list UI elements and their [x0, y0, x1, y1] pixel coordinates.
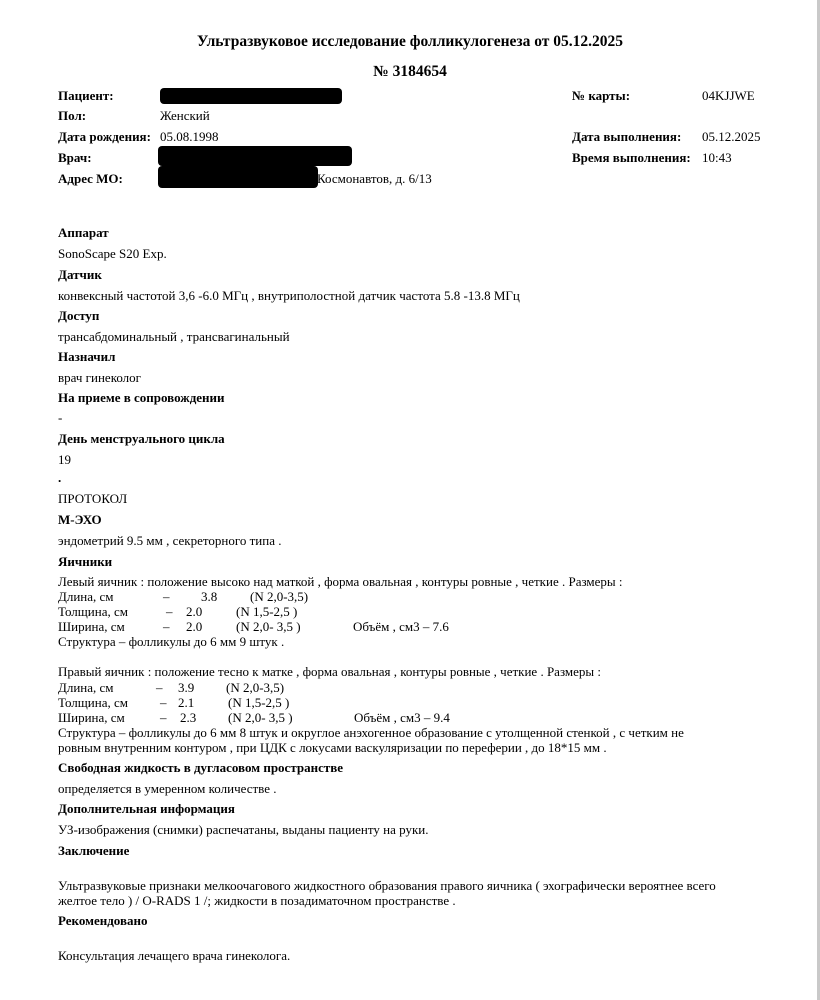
probe-text: конвексный частотой 3,6 -6.0 МГц , внутриполостной датчик частота 5.8 -13.8 МГц: [58, 288, 520, 303]
left-thickness-value: 2.0: [186, 604, 203, 619]
recommended-heading: Рекомендовано: [58, 913, 148, 928]
left-thickness-norm: (N 1,5-2,5 ): [236, 604, 298, 619]
address-label: Адрес МО:: [58, 171, 123, 186]
right-length-norm: (N 2,0-3,5): [226, 680, 285, 695]
report-title: Ультразвуковое исследование фолликулогенеза от 05.12.2025: [196, 33, 624, 50]
right-width-norm: (N 2,0- 3,5 ): [228, 710, 293, 725]
right-thickness-norm: (N 1,5-2,5 ): [228, 695, 290, 710]
left-length-norm: (N 2,0-3,5): [250, 589, 309, 604]
dob-label: Дата рождения:: [58, 129, 151, 144]
card-label: № карты:: [572, 88, 631, 103]
mecho-text: эндометрий 9.5 мм , секреторного типа .: [58, 533, 282, 548]
right-thickness-label: Толщина, см: [58, 695, 128, 710]
cycle-day-text: 19: [58, 452, 71, 467]
accompanied-text: -: [58, 410, 63, 425]
right-width-value: 2.3: [180, 710, 197, 725]
additional-info-heading: Дополнительная информация: [58, 801, 235, 816]
left-width-value: 2.0: [186, 619, 203, 634]
left-length-dash: –: [163, 589, 170, 604]
exec-date-value: 05.12.2025: [702, 129, 761, 144]
right-length-dash: –: [156, 680, 163, 695]
redacted-doctor-name: [158, 146, 352, 166]
sex-value: Женский: [160, 108, 210, 123]
right-length-label: Длина, см: [58, 680, 114, 695]
conclusion-line1: Ультразвуковые признаки мелкоочагового жидкостного образования правого яичника ( эхографически вероятнее всего: [58, 878, 716, 893]
right-structure-line1: Структура – фолликулы до 6 мм 8 штук и округлое анэхогенное образование с утолщенной стенкой , с четким не: [58, 725, 684, 740]
dob-value: 05.08.1998: [160, 129, 219, 144]
left-thickness-dash: –: [166, 604, 173, 619]
ovaries-heading: Яичники: [58, 554, 113, 569]
left-width-dash: –: [163, 619, 170, 634]
conclusion-heading: Заключение: [58, 843, 130, 858]
left-thickness-label: Толщина, см: [58, 604, 128, 619]
conclusion-line2: желтое тело ) / O-RADS 1 /; жидкости в позадиматочном пространстве .: [58, 893, 456, 908]
left-structure: Структура – фолликулы до 6 мм 9 штук .: [58, 634, 285, 649]
right-width-label: Ширина, см: [58, 710, 125, 725]
accompanied-heading: На приеме в сопровождении: [58, 390, 225, 405]
free-fluid-text: определяется в умеренном количестве .: [58, 781, 277, 796]
recommended-text: Консультация лечащего врача гинеколога.: [58, 948, 291, 963]
doctor-label: Врач:: [58, 150, 92, 165]
access-heading: Доступ: [58, 308, 100, 323]
mecho-heading: М-ЭХО: [58, 512, 102, 527]
sex-label: Пол:: [58, 108, 87, 123]
right-volume: Объём , см3 – 9.4: [354, 710, 450, 725]
left-length-value: 3.8: [201, 589, 218, 604]
left-width-norm: (N 2,0- 3,5 ): [236, 619, 301, 634]
exec-time-value: 10:43: [702, 150, 732, 165]
left-length-label: Длина, см: [58, 589, 114, 604]
ordered-text: врач гинеколог: [58, 370, 141, 385]
card-value: 04KJJWE: [702, 88, 755, 103]
cycle-day-dot: .: [58, 470, 62, 485]
probe-heading: Датчик: [58, 267, 102, 282]
left-ovary-intro: Левый яичник : положение высоко над маткой , форма овальная , контуры ровные , четкие . Размеры :: [58, 574, 623, 589]
right-length-value: 3.9: [178, 680, 195, 695]
device-text: SonoScape S20 Exp.: [58, 246, 167, 261]
exec-date-label: Дата выполнения:: [572, 129, 682, 144]
right-ovary-intro: Правый яичник : положение тесно к матке , форма овальная , контуры ровные , четкие . Размеры :: [58, 664, 601, 679]
device-heading: Аппарат: [58, 225, 109, 240]
cycle-day-heading: День менструального цикла: [58, 431, 225, 446]
access-text: трансабдоминальный , трансвагинальный: [58, 329, 290, 344]
report-number: № 3184654: [373, 63, 447, 80]
patient-label: Пациент:: [58, 88, 114, 103]
protocol-heading: ПРОТОКОЛ: [58, 491, 128, 506]
additional-info-text: УЗ-изображения (снимки) распечатаны, выданы пациенту на руки.: [58, 822, 429, 837]
right-width-dash: –: [160, 710, 167, 725]
exec-time-label: Время выполнения:: [572, 150, 691, 165]
ordered-heading: Назначил: [58, 349, 116, 364]
left-width-label: Ширина, см: [58, 619, 125, 634]
redacted-patient-name: [160, 88, 342, 104]
right-thickness-value: 2.1: [178, 695, 195, 710]
free-fluid-heading: Свободная жидкость в дугласовом пространстве: [58, 760, 344, 775]
address-value: Космонавтов, д. 6/13: [317, 171, 432, 186]
right-structure-line2: ровным внутренним контуром , при ЦДК с локусами васкуляризации по переферии , до 18*15 мм .: [58, 740, 607, 755]
redacted-address: [158, 166, 318, 188]
right-thickness-dash: –: [160, 695, 167, 710]
left-volume: Объём , см3 – 7.6: [353, 619, 449, 634]
